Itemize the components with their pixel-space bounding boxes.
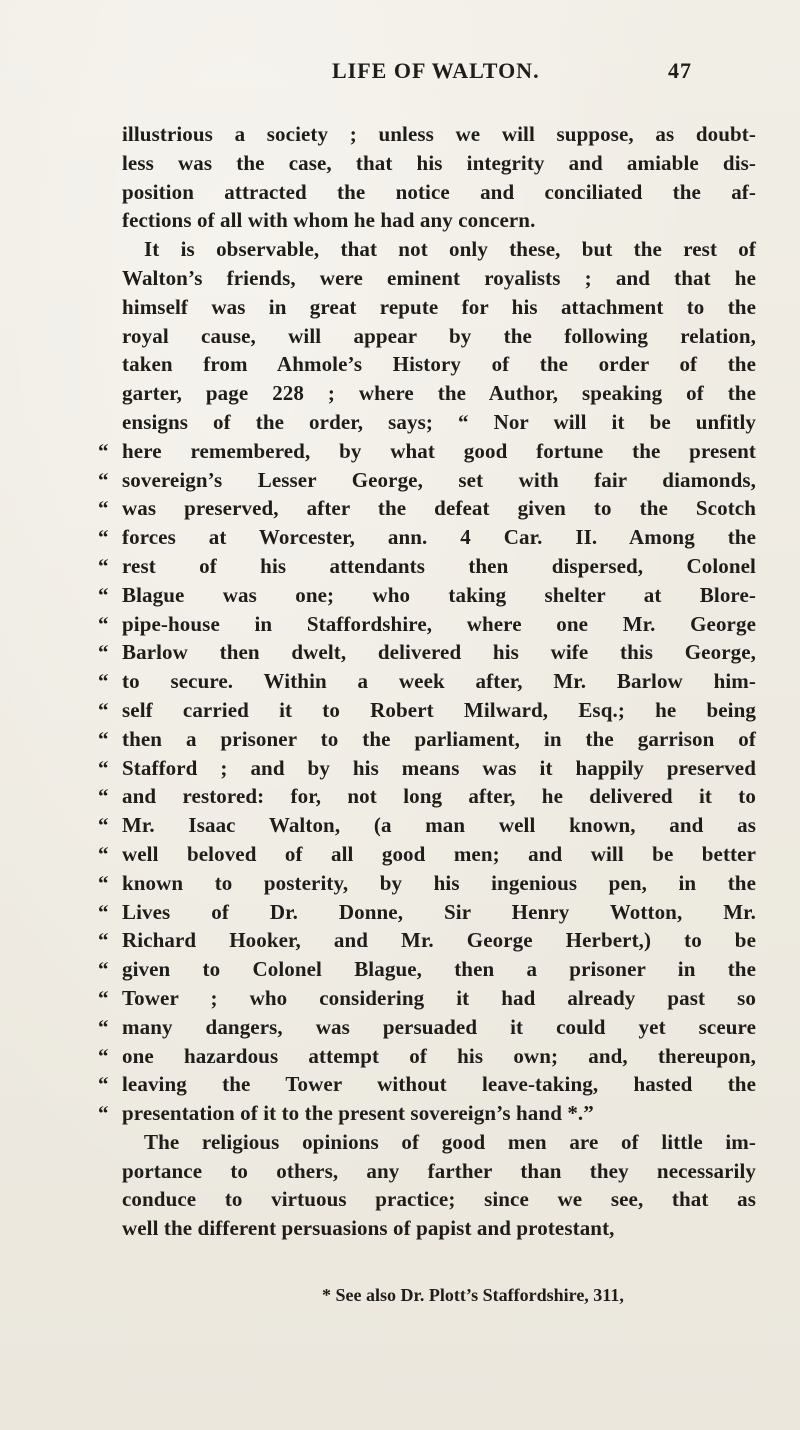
text-line-content: royal cause, will appear by the following relation, [122, 323, 756, 348]
quote-mark: “ [98, 755, 109, 780]
quote-mark: “ [98, 582, 109, 607]
text-line-content: conduce to virtuous practice; since we see, that as [122, 1187, 756, 1212]
text-line [98, 1013, 756, 1042]
text-line [98, 898, 756, 927]
text-line-content: many dangers, was persuaded it could yet sceure [122, 1014, 756, 1039]
running-head [332, 58, 692, 88]
text-line [122, 379, 756, 408]
text-line [122, 120, 756, 149]
text-line-content: rest of his attendants then dispersed, Colonel [122, 553, 756, 578]
text-line [98, 494, 756, 523]
quote-mark: “ [98, 985, 109, 1010]
text-line [98, 638, 756, 667]
text-line [122, 408, 756, 437]
text-line-content: given to Colonel Blague, then a prisoner in the [122, 957, 756, 982]
body-text [98, 120, 756, 1243]
text-line-content: known to posterity, by his ingenious pen, in the [122, 870, 756, 895]
quote-mark: “ [98, 784, 109, 809]
text-line-content: less was the case, that his integrity and amiable dis- [122, 150, 756, 175]
quote-mark: “ [98, 697, 109, 722]
text-line [98, 955, 756, 984]
text-line-content: himself was in great repute for his attachment to the [122, 294, 756, 319]
text-line-content: position attracted the notice and conciliated the af- [122, 179, 756, 204]
text-line-content: one hazardous attempt of his own; and, thereupon, [122, 1043, 756, 1068]
text-line [98, 523, 756, 552]
text-line [98, 552, 756, 581]
text-line [122, 1128, 756, 1157]
text-line-content: was preserved, after the defeat given to the Scotch [122, 496, 756, 521]
text-line-content: Barlow then dwelt, delivered his wife this George, [122, 640, 756, 665]
text-line-content: taken from Ahmole’s History of the order of the [122, 352, 756, 377]
text-line [122, 1185, 756, 1214]
quote-mark: “ [98, 870, 109, 895]
text-line-content: presentation of it to the present sovereign’s hand *.” [122, 1101, 594, 1126]
text-line [98, 811, 756, 840]
text-line-content: It is observable, that not only these, but the rest of [144, 237, 756, 262]
quote-mark: “ [98, 813, 109, 838]
text-line [122, 293, 756, 322]
text-line-content: sovereign’s Lesser George, set with fair diamonds, [122, 467, 756, 492]
text-line-content: pipe-house in Staffordshire, where one Mr. George [122, 611, 756, 636]
text-line-content: Tower ; who considering it had already past so [122, 985, 756, 1010]
text-line [98, 466, 756, 495]
text-line-content: Blague was one; who taking shelter at Blore- [122, 582, 756, 607]
text-line [122, 350, 756, 379]
text-line [98, 754, 756, 783]
quote-mark: “ [98, 438, 109, 463]
text-line-content: The religious opinions of good men are of little im- [144, 1129, 756, 1154]
text-line-content: then a prisoner to the parliament, in the garrison of [122, 726, 756, 751]
text-line-content: and restored: for, not long after, he delivered it to [122, 784, 756, 809]
text-line [98, 581, 756, 610]
quote-mark: “ [98, 957, 109, 982]
quote-mark: “ [98, 1072, 109, 1097]
quote-mark: “ [98, 928, 109, 953]
quote-mark: “ [98, 1043, 109, 1068]
text-line-content: fections of all with whom he had any concern. [122, 208, 536, 233]
text-line [122, 206, 756, 235]
text-line [98, 437, 756, 466]
text-line-content: Lives of Dr. Donne, Sir Henry Wotton, Mr. [122, 899, 756, 924]
text-line-content: well the different persuasions of papist and protestant, [122, 1216, 615, 1241]
text-line [122, 264, 756, 293]
text-line-content: forces at Worcester, ann. 4 Car. II. Among the [122, 525, 756, 550]
text-line-content: illustrious a society ; unless we will suppose, as doubt- [122, 122, 756, 146]
text-line [98, 926, 756, 955]
quote-mark: “ [98, 496, 109, 521]
text-line [98, 667, 756, 696]
quote-mark: “ [98, 553, 109, 578]
quote-mark: “ [98, 1101, 109, 1126]
text-line [98, 1042, 756, 1071]
quote-mark: “ [98, 1014, 109, 1039]
quote-mark: “ [98, 899, 109, 924]
quote-mark: “ [98, 611, 109, 636]
text-line-content: Richard Hooker, and Mr. George Herbert,) to be [122, 928, 756, 953]
quote-mark: “ [98, 640, 109, 665]
text-line-content: to secure. Within a week after, Mr. Barlow him- [122, 669, 756, 694]
text-line-content: ensigns of the order, says; “ Nor will it be unfitly [122, 409, 756, 434]
quote-mark: “ [98, 726, 109, 751]
text-line [122, 149, 756, 178]
text-line-content: Stafford ; and by his means was it happily preserved [122, 755, 756, 780]
text-line [122, 1214, 756, 1243]
text-line-content: well beloved of all good men; and will be better [122, 841, 756, 866]
text-line-content: Walton’s friends, were eminent royalists ; and that he [122, 265, 756, 290]
text-line [98, 610, 756, 639]
page-number: 47 [668, 58, 692, 83]
text-line [98, 840, 756, 869]
text-line-content: self carried it to Robert Milward, Esq.; he being [122, 697, 756, 722]
text-line [98, 782, 756, 811]
text-line [98, 696, 756, 725]
text-line [98, 869, 756, 898]
footnote: * See also Dr. Plott’s Staffordshire, 311, [322, 1285, 624, 1305]
text-line-content: leaving the Tower without leave-taking, hasted the [122, 1072, 756, 1097]
text-line [98, 1070, 756, 1099]
quote-mark: “ [98, 841, 109, 866]
text-line [122, 322, 756, 351]
text-line [98, 725, 756, 754]
text-line-content: portance to others, any farther than they necessarily [122, 1158, 756, 1183]
text-line [98, 1099, 756, 1128]
text-line [122, 1157, 756, 1186]
text-line-content: Mr. Isaac Walton, (a man well known, and as [122, 813, 756, 838]
text-line-content: garter, page 228 ; where the Author, speaking of the [122, 381, 756, 406]
quote-mark: “ [98, 669, 109, 694]
text-line [122, 178, 756, 207]
text-line-content: here remembered, by what good fortune the present [122, 438, 756, 463]
running-head-title: LIFE OF WALTON. [332, 58, 540, 83]
quote-mark: “ [98, 467, 109, 492]
text-line [98, 984, 756, 1013]
text-line [122, 235, 756, 264]
quote-mark: “ [98, 525, 109, 550]
